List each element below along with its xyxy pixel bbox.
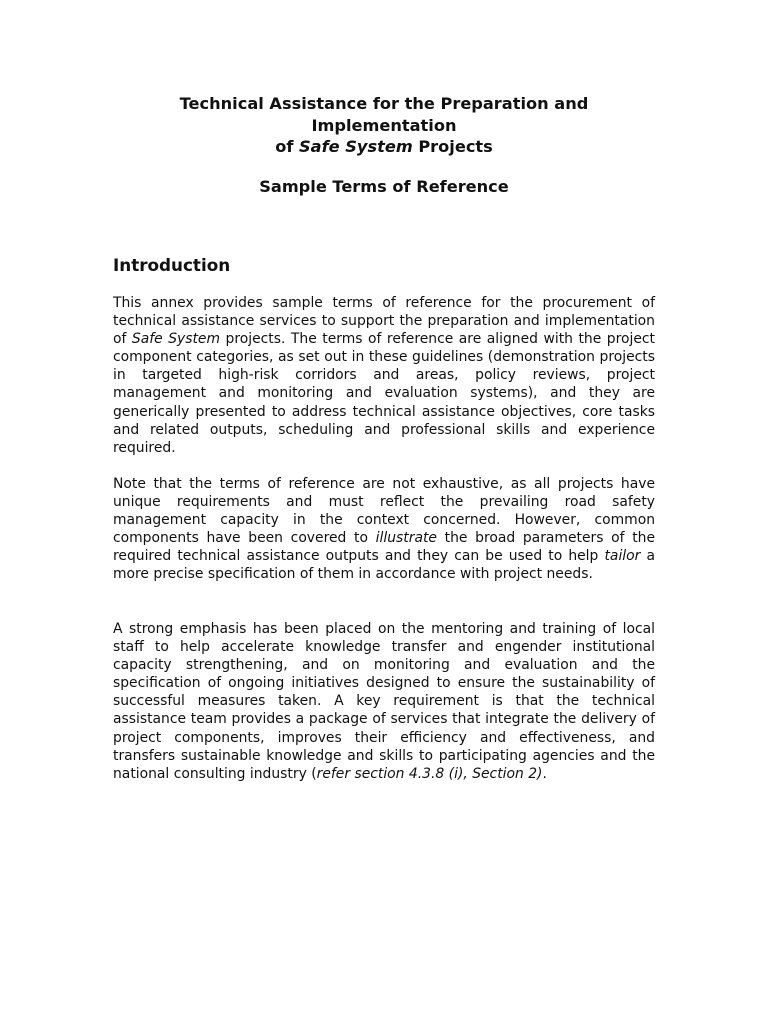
document-subtitle: Sample Terms of Reference — [259, 177, 509, 196]
title-line-2: Implementation — [311, 115, 457, 135]
paragraph-3 — [113, 620, 655, 783]
paragraph-1-text-a: This annex provides sample terms of reference for the procurement of technical assistance services to support the preparation and implementation of — [113, 295, 655, 348]
paragraph-2-text-b: the broad parameters of the required technical assistance outputs and they can be used to help — [113, 530, 655, 565]
paragraph-2-italic-a: illustrate — [375, 530, 437, 547]
title-line-3-italic: Safe System — [299, 137, 413, 156]
paragraph-2-italic-b: tailor — [604, 548, 641, 565]
paragraph-1 — [113, 294, 655, 457]
paragraph-2-text-a: Note that the terms of reference are not exhaustive, as all projects have unique requirements and must reflect the prevailing road safety management capacity in the context concerned. However, common components have been covered to — [113, 476, 655, 547]
title-line-3 — [0, 136, 768, 158]
title-line-3-suffix: Projects — [412, 137, 493, 156]
paragraph-2-text-c: a more precise specification of them in accordance with project needs. — [113, 548, 656, 583]
paragraph-3-text-a: A strong emphasis has been placed on the mentoring and training of local staff to help accelerate knowledge transfer and engender institutional capacity strengthening, and on monitoring and evaluation and the specification of ongoing initiatives designed to ensure the sustainability of successful measures taken. A key requirement is that the technical assistance team provides a package of services that integrate the delivery of project components, improves their efficiency and effectiveness, and transfers sustainable knowledge and skills to participating agencies and the national consulting industry ( — [113, 621, 655, 782]
paragraph-2 — [113, 475, 655, 584]
paragraph-1-italic-a: Safe System — [131, 331, 221, 348]
paragraph-3-text-b: . — [542, 765, 547, 782]
paragraph-1-text-b: projects. The terms of reference are aligned with the project component categories, as set out in these guidelines (demonstration projects in targeted high-risk corridors and areas, policy reviews, project management and monitoring and evaluation systems), and they are generically presented to address technical assistance objectives, core tasks and related outputs, scheduling and professional skills and experience required. — [113, 331, 656, 456]
section-heading-introduction: Introduction — [113, 255, 231, 275]
title-line-3-prefix: of — [275, 137, 300, 156]
title-line-1: Technical Assistance for the Preparation and — [179, 94, 589, 113]
paragraph-3-italic-a: refer section 4.3.8 (i), Section 2) — [316, 765, 543, 782]
document-title — [0, 93, 768, 158]
